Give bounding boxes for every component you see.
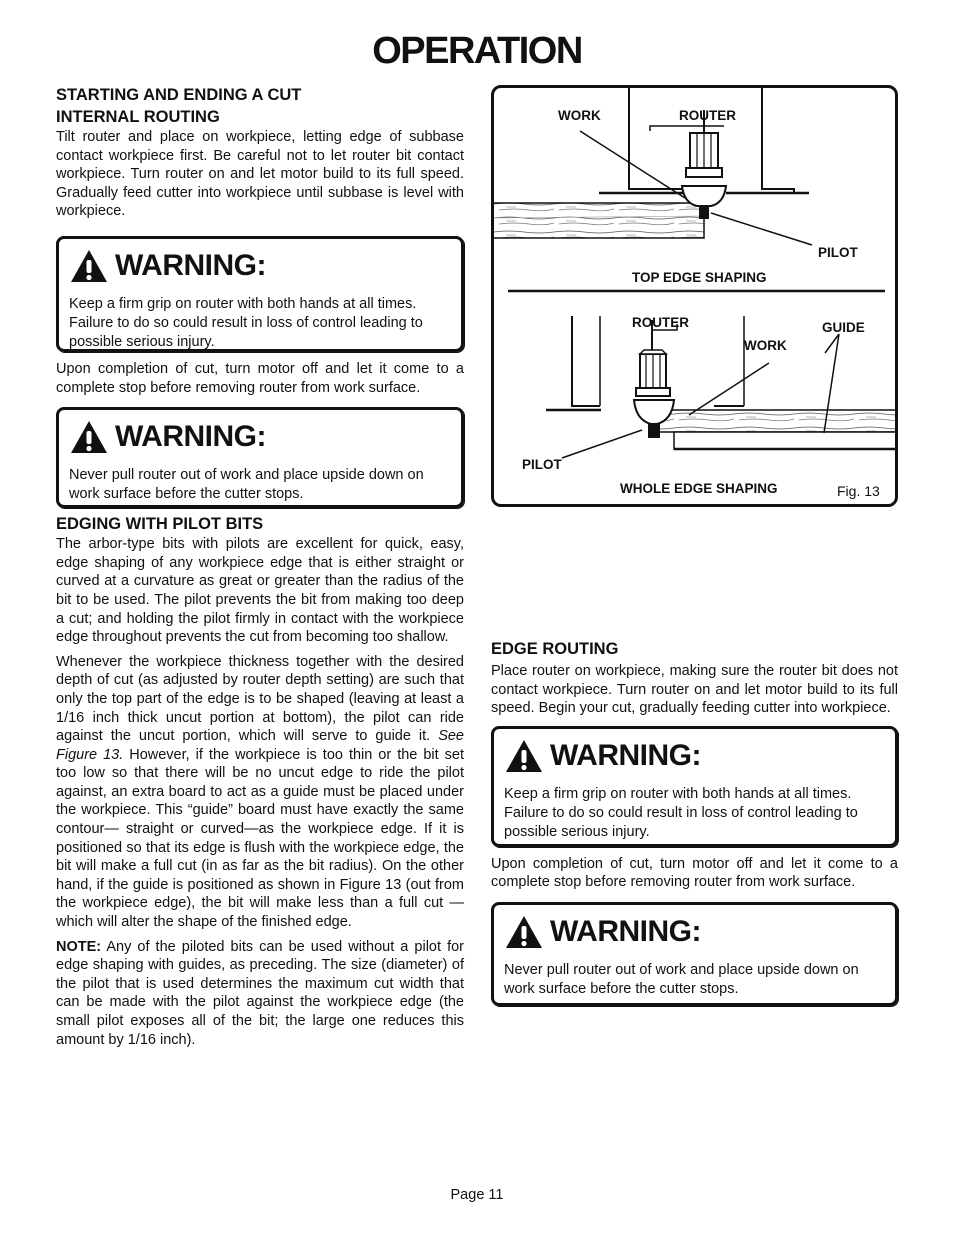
warning-text: Never pull router out of work and place upside down on work surface before the cutter stops.	[69, 467, 424, 503]
para-note: NOTE: Any of the piloted bits can be used without a pilot for edge shaping with guides, as preceding. The size (diameter) of the pilot that is used determines the maximum cut width that can be made with the pilot against the workpiece edge (the small pilot exposes all of the bit; the large one reduces this amount by 1/16 inch).	[56, 938, 464, 1048]
label-guide: GUIDE	[822, 320, 865, 335]
figure-13	[491, 85, 898, 507]
para-edging-1: The arbor-type bits with pilots are excellent for quick, easy, edge shaping of any workpiece edge that is either straight or curved at a curvature as great or greater than the radius of the bit to be used. The pilot prevents the bit from making too deep a cut; and holding the pilot firmly in contact with the workpiece edge throughout prevents the cut from becoming too shallow.	[56, 536, 464, 646]
note-label: NOTE:	[56, 938, 102, 955]
heading-internal-routing: INTERNAL ROUTING	[56, 108, 220, 126]
label-work-bottom: WORK	[744, 338, 787, 353]
warning-title: WARNING:	[550, 914, 701, 948]
warning-box-pull-router	[56, 407, 464, 508]
heading-starting-ending: STARTING AND ENDING A CUT	[56, 86, 302, 104]
warning-title: WARNING:	[550, 738, 701, 772]
warning-triangle-icon	[69, 419, 109, 455]
label-router-top: ROUTER	[679, 108, 736, 123]
warning-triangle-icon	[69, 248, 109, 284]
page-title: OPERATION	[372, 30, 582, 72]
router-edge-shaping-diagram	[494, 88, 895, 504]
warning-title: WARNING:	[115, 248, 266, 282]
para-completion: Upon completion of cut, turn motor off and let it come to a complete stop before removing router from work surface.	[56, 360, 464, 396]
left-column	[56, 84, 464, 1049]
warning-text: Never pull router out of work and place upside down on work surface before the cutter stops.	[504, 961, 859, 997]
heading-edging-pilot-bits: EDGING WITH PILOT BITS	[56, 515, 264, 534]
para-edging-2: Whenever the workpiece thickness together with the desired depth of cut (as adjusted by router depth setting) are such that only the top part of the edge is to be shaped (leaving at least a 1/16 inch thick uncut portion at bottom), the pilot can ride against the uncut portion, which will serve to guide it. See Figure 13. However, if the workpiece is too thin or the bit set too low so that there will be no uncut edge to ride the pilot against, an extra board to act as a guide must be placed under the workpiece. This “guide” board must have exactly the same contour— straight or curved—as the workpiece edge. If it is positioned so that its edge is flush with the workpiece edge, the bit will make a full cut (in as far as the bit radius). On the other hand, if the guide is positioned as shown in Figure 13 (out from the workpiece edge), the bit will make less than a full cut — which will alter the shape of the finished edge.	[56, 653, 464, 931]
guide-board	[674, 432, 895, 449]
label-work-top: WORK	[558, 108, 601, 123]
warning-title: WARNING:	[115, 420, 266, 454]
warning-triangle-icon	[504, 914, 544, 950]
warning-box-grip	[56, 236, 464, 352]
warning-text: Keep a firm grip on router with both hands at all times. Failure to do so could result in loss of control leading to possible serious injury.	[504, 785, 858, 840]
para-internal-routing: Tilt router and place on workpiece, letting edge of subbase contact workpiece first. Be careful not to let router bit contact workpiece. Turn router on and let motor build to its full speed. Gradually feed cutter into workpiece until subbase is level with workpiece.	[56, 129, 464, 220]
label-router-bottom: ROUTER	[632, 315, 689, 330]
label-pilot-top: PILOT	[818, 245, 858, 260]
warning-text: Keep a firm grip on router with both hands at all times. Failure to do so could result in loss of control leading to possible serious injury.	[69, 295, 423, 350]
workpiece-board-whole	[659, 410, 895, 432]
heading-edge-routing: EDGE ROUTING	[491, 640, 619, 658]
caption-whole-edge-shaping: WHOLE EDGE SHAPING	[620, 481, 778, 496]
warning-box-pull-router-right	[491, 902, 898, 1006]
right-column	[491, 638, 898, 1006]
caption-top-edge-shaping: TOP EDGE SHAPING	[632, 270, 767, 285]
para-completion-right: Upon completion of cut, turn motor off and let it come to a complete stop before removing router from work surface.	[491, 855, 898, 891]
figure-reference: See Figure 13.	[56, 728, 464, 763]
page-number: Page 11	[450, 1187, 504, 1203]
workpiece-board	[494, 203, 704, 238]
label-pilot-bottom: PILOT	[522, 457, 562, 472]
warning-box-grip-right	[491, 726, 898, 847]
figure-label: Fig. 13	[837, 483, 880, 499]
warning-triangle-icon	[504, 738, 544, 774]
para-edge-routing: Place router on workpiece, making sure the router bit does not contact workpiece. Turn router on and let motor build to its full speed. Begin your cut, gradually feeding cutter into workpiece.	[491, 663, 898, 717]
